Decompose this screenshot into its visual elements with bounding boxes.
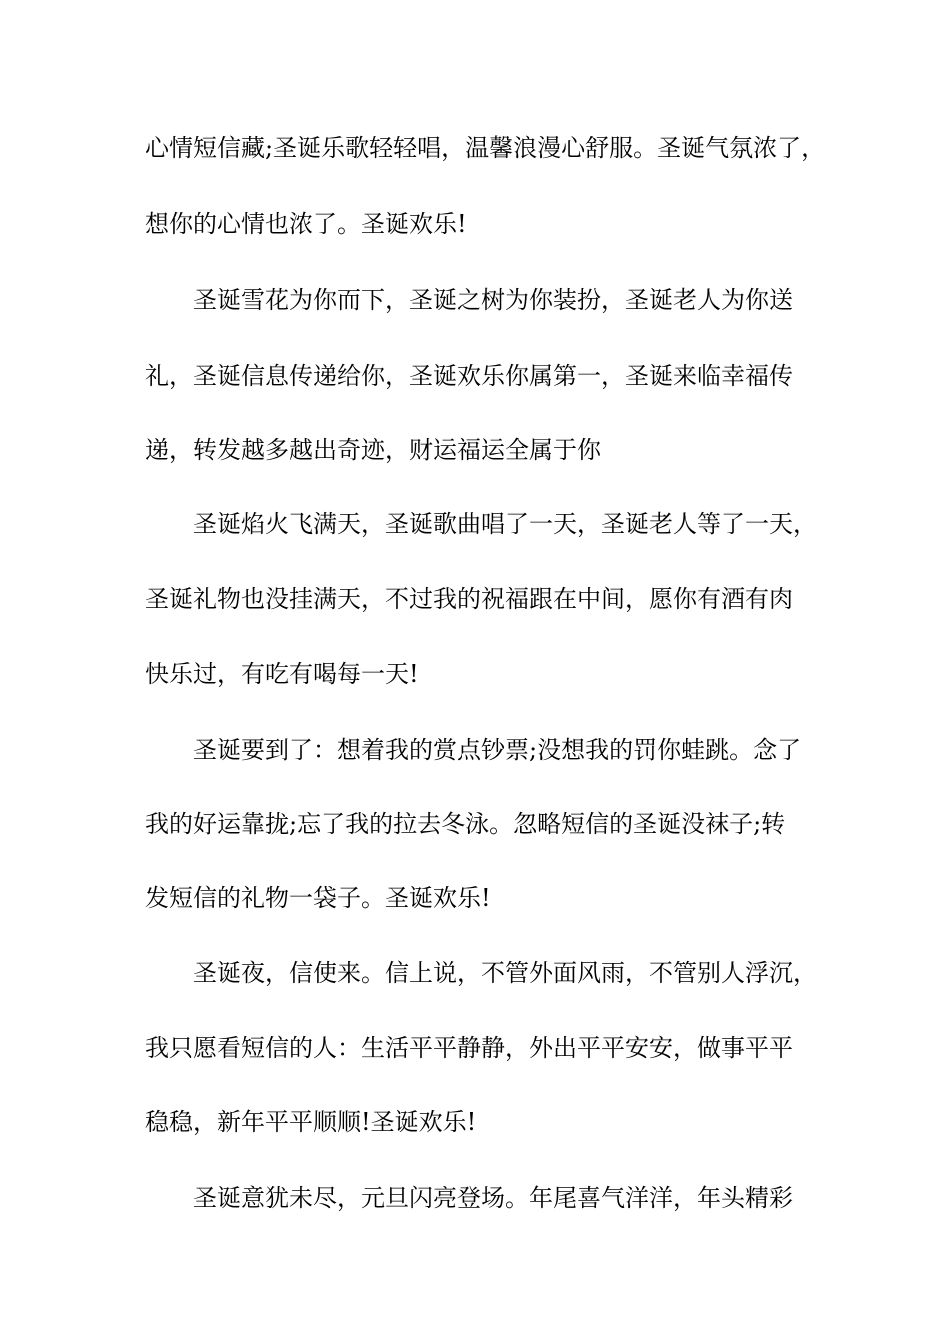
- text-line: 快乐过，有吃有喝每一天!: [145, 660, 419, 688]
- paragraph-first-line: 圣诞雪花为你而下，圣诞之树为你装扮，圣诞老人为你送: [193, 286, 793, 314]
- text-line: 发短信的礼物一袋子。圣诞欢乐!: [145, 884, 491, 912]
- paragraph-first-line: 圣诞夜，信使来。信上说，不管外面风雨，不管别人浮沉，: [193, 959, 817, 987]
- text-line: 稳稳，新年平平顺顺!圣诞欢乐!: [145, 1108, 477, 1136]
- text-line: 想你的心情也浓了。圣诞欢乐!: [145, 210, 467, 238]
- text-line: 心情短信藏;圣诞乐歌轻轻唱，温馨浪漫心舒服。圣诞气氛浓了，: [145, 134, 826, 162]
- text-line: 我的好运靠拢;忘了我的拉去冬泳。忽略短信的圣诞没袜子;转: [145, 810, 786, 838]
- paragraph-first-line: 圣诞要到了：想着我的赏点钞票;没想我的罚你蛙跳。念了: [193, 736, 802, 764]
- text-line: 我只愿看短信的人：生活平平静静，外出平平安安，做事平平: [145, 1034, 793, 1062]
- text-line: 圣诞礼物也没挂满天，不过我的祝福跟在中间，愿你有酒有肉: [145, 585, 793, 613]
- paragraph-first-line: 圣诞意犹未尽，元旦闪亮登场。年尾喜气洋洋，年头精彩: [193, 1184, 793, 1212]
- text-line: 礼，圣诞信息传递给你，圣诞欢乐你属第一，圣诞来临幸福传: [145, 362, 793, 390]
- text-line: 递，转发越多越出奇迹，财运福运全属于你: [145, 436, 601, 464]
- paragraph-first-line: 圣诞焰火飞满天，圣诞歌曲唱了一天，圣诞老人等了一天，: [193, 510, 817, 538]
